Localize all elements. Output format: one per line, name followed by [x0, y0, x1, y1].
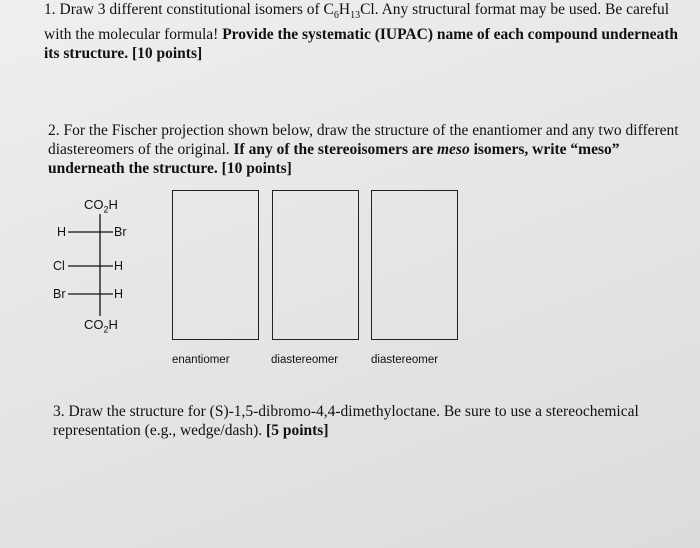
q2-bold-a: If any of the stereoisomers are — [233, 141, 437, 158]
enantiomer-caption: enantiomer — [172, 354, 230, 366]
diastereomer-caption-2: diastereomer — [371, 354, 439, 366]
q1-h: H — [338, 1, 351, 18]
fischer-row3-right: H — [114, 287, 124, 301]
enantiomer-box[interactable] — [172, 190, 259, 340]
q1-bold: Provide the systematic (IUPAC) name of each compound underneath its structure. [10 points] — [44, 26, 678, 63]
q3-text-a: 3. Draw the structure for (S)-1,5-dibromo-4,4-dimethyloctane. Be sure to use a stereochemical representation (e.g., wedge/dash). — [53, 403, 639, 439]
fischer-bottom-group: $CO_2H$ — [84, 317, 118, 335]
q2-bold-b: isomers, write “meso” underneath the structure. — [48, 141, 620, 177]
diastereomer-box-2[interactable] — [371, 190, 458, 340]
q2-points: [10 points] — [221, 160, 292, 177]
q1-sub-13: 13 — [350, 10, 361, 22]
q1-text-b: Cl. Any structural format may be used. Be careful with the molecular formula! — [44, 1, 670, 44]
diastereomer-box-1[interactable] — [272, 190, 359, 340]
fischer-row1-right: Br — [114, 225, 127, 239]
diastereomer-caption-1: diastereomer — [271, 354, 339, 366]
q2-text-a: 2. For the Fischer projection shown below, draw the structure of the enantiomer and any two different diastereomers of the original. — [48, 122, 679, 158]
q3-points: [5 points] — [266, 422, 329, 439]
fischer-row3-left: Br — [53, 287, 66, 301]
fischer-row1-left: H — [57, 225, 67, 239]
fischer-row2-left: Cl — [53, 259, 65, 273]
q1-text-a: 1. Draw 3 different constitutional isomers of C — [44, 1, 334, 18]
fischer-top-group: $CO_2H$ — [84, 197, 118, 215]
q1-sub-6: 6 — [333, 10, 339, 22]
q2-bold-italic: meso — [436, 141, 470, 158]
question-3 — [53, 402, 693, 440]
fischer-row2-right: H — [114, 259, 124, 273]
